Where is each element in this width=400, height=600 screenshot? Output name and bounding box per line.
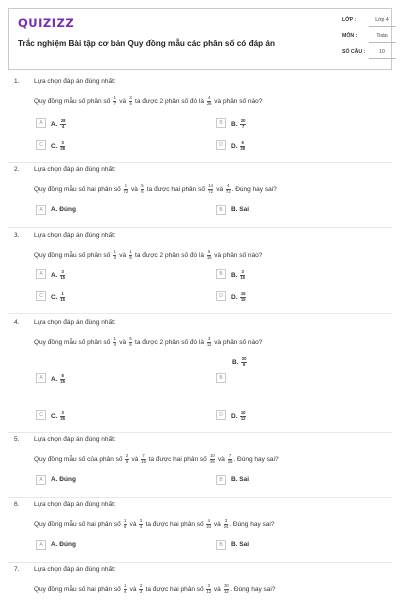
denominator: 4 bbox=[139, 523, 143, 529]
meta-grade bbox=[342, 15, 397, 27]
fraction bbox=[60, 411, 65, 421]
question-number: 4. bbox=[14, 319, 20, 326]
numerator: 7 bbox=[142, 453, 145, 458]
numerator: 3 bbox=[61, 269, 64, 274]
question-text-part: và bbox=[212, 585, 223, 593]
option-label bbox=[232, 357, 248, 367]
question-text bbox=[34, 96, 262, 106]
numerator: 5 bbox=[207, 249, 211, 254]
numerator: 3 bbox=[207, 583, 210, 588]
option-label bbox=[231, 141, 246, 151]
question-text-part: Quy đồng mẫu số phân số bbox=[34, 97, 113, 105]
denominator: 15 bbox=[206, 254, 212, 260]
fraction bbox=[240, 119, 246, 129]
worksheet-title: Trắc nghiệm Bài tập cơ bản Quy đồng mẫu các phân số có đáp án bbox=[18, 39, 275, 48]
meta-label: LỚP : bbox=[342, 17, 357, 23]
question-text bbox=[34, 454, 279, 464]
fraction bbox=[60, 270, 65, 280]
question-text-part: và phân số nào? bbox=[212, 97, 263, 105]
numerator: 1 bbox=[113, 249, 116, 254]
fraction bbox=[206, 584, 211, 594]
meta-value: Toán bbox=[376, 33, 388, 39]
fraction bbox=[224, 584, 230, 594]
fraction bbox=[129, 96, 132, 106]
fraction bbox=[240, 141, 245, 151]
option-checkbox[interactable]: B bbox=[216, 269, 226, 279]
numerator: 20 bbox=[241, 356, 247, 361]
option-label bbox=[231, 541, 249, 548]
fraction bbox=[60, 292, 65, 302]
numerator: 1 bbox=[124, 583, 127, 588]
option-letter: C. bbox=[51, 142, 60, 150]
numerator: 3 bbox=[241, 269, 244, 274]
denominator: 24 bbox=[223, 523, 229, 529]
fraction bbox=[141, 454, 146, 464]
option-label bbox=[51, 374, 66, 384]
question-instruction: Lựa chọn đáp án đúng nhất: bbox=[34, 319, 116, 326]
question-text-part: . Đúng hay sai? bbox=[229, 520, 275, 528]
numerator: 14 bbox=[208, 183, 213, 188]
denominator: 4 bbox=[61, 123, 65, 129]
numerator: 3 bbox=[139, 518, 143, 523]
meta-label: MÔN : bbox=[342, 33, 358, 39]
question-instruction: Lựa chọn đáp án đúng nhất: bbox=[34, 232, 116, 239]
option-label bbox=[231, 411, 247, 421]
option-checkbox[interactable]: C bbox=[36, 291, 46, 301]
option-label bbox=[51, 411, 66, 421]
question-number: 3. bbox=[14, 232, 20, 239]
option-label bbox=[231, 476, 249, 483]
fraction bbox=[113, 337, 116, 347]
option-checkbox[interactable]: A bbox=[36, 373, 46, 383]
option-checkbox[interactable]: B bbox=[216, 205, 226, 215]
denominator: 7 bbox=[113, 100, 116, 106]
numerator: 7 bbox=[228, 453, 232, 458]
question-text-part: Quy đồng mẫu số phân số bbox=[34, 338, 113, 346]
fraction bbox=[207, 250, 212, 260]
option-letter: D. bbox=[231, 293, 240, 301]
denominator: 24 bbox=[206, 523, 212, 529]
option-letter: A. Đúng bbox=[51, 541, 76, 548]
meta-subject bbox=[342, 31, 397, 43]
question-text bbox=[34, 584, 275, 594]
numerator: 1 bbox=[61, 291, 64, 296]
option-checkbox[interactable]: C bbox=[36, 410, 46, 420]
option-label bbox=[231, 206, 249, 213]
option-letter: A. Đúng bbox=[51, 476, 76, 483]
question-divider bbox=[8, 497, 392, 498]
fraction bbox=[60, 141, 65, 151]
denominator: 6 bbox=[242, 361, 246, 367]
question-text-part: ta được 2 phân số đó là bbox=[133, 338, 206, 346]
question-text-part: và bbox=[129, 185, 140, 193]
denominator: 72 bbox=[225, 188, 231, 194]
option-checkbox[interactable]: C bbox=[36, 140, 46, 150]
denominator: 3 bbox=[139, 588, 143, 594]
question-text-part: và bbox=[129, 455, 141, 463]
fraction bbox=[208, 184, 214, 194]
numerator: 3 bbox=[61, 410, 64, 415]
option-label bbox=[51, 292, 66, 302]
numerator: 3 bbox=[129, 95, 132, 100]
numerator: 15 bbox=[240, 291, 246, 296]
numerator: 3 bbox=[224, 518, 228, 523]
numerator: 20 bbox=[240, 118, 246, 123]
question-divider bbox=[8, 432, 392, 433]
option-label bbox=[231, 119, 247, 129]
fraction bbox=[113, 96, 116, 106]
option-letter: A. bbox=[51, 120, 60, 128]
question-instruction: Lựa chọn đáp án đúng nhất: bbox=[34, 78, 116, 85]
question-text-part: Quy đồng mẫu số hai phân số bbox=[34, 185, 123, 193]
option-letter: C. bbox=[51, 412, 60, 420]
question-text-part: và bbox=[214, 185, 225, 193]
numerator: 5 bbox=[129, 336, 132, 341]
denominator: 28 bbox=[206, 100, 212, 106]
fraction bbox=[129, 337, 132, 347]
question-text-part: và phân số nào? bbox=[212, 338, 263, 346]
option-checkbox[interactable]: A bbox=[36, 540, 46, 550]
fraction bbox=[125, 454, 128, 464]
fraction bbox=[124, 519, 127, 529]
denominator: 12 bbox=[206, 588, 212, 594]
meta-label: SỐ CÂU : bbox=[342, 49, 366, 55]
question-text bbox=[34, 519, 274, 529]
option-label bbox=[231, 270, 246, 280]
question-divider bbox=[8, 313, 392, 314]
option-letter: B. Sai bbox=[231, 476, 250, 483]
question-divider bbox=[8, 562, 392, 563]
question-text-part: Quy đồng mẫu số của phân số bbox=[34, 455, 125, 463]
option-checkbox[interactable]: B bbox=[216, 373, 226, 383]
denominator: 4 bbox=[124, 588, 127, 594]
denominator: 25 bbox=[60, 415, 65, 421]
numerator: 8 bbox=[61, 373, 64, 378]
fraction bbox=[129, 250, 132, 260]
question-number: 1. bbox=[14, 78, 20, 85]
fraction bbox=[240, 292, 246, 302]
numerator: 4 bbox=[207, 518, 210, 523]
question-text-part: và bbox=[117, 251, 128, 259]
option-label bbox=[51, 541, 76, 548]
option-letter: B. bbox=[231, 271, 240, 279]
option-label bbox=[51, 476, 76, 483]
option-letter: A. Đúng bbox=[51, 206, 76, 213]
denominator: 15 bbox=[60, 296, 65, 302]
denominator: 72 bbox=[123, 188, 129, 194]
option-label bbox=[231, 292, 247, 302]
option-label bbox=[51, 270, 66, 280]
option-letter: A. bbox=[51, 375, 60, 383]
denominator: 7 bbox=[241, 123, 245, 129]
question-number: 6. bbox=[14, 501, 20, 508]
numerator: 4 bbox=[207, 95, 211, 100]
denominator: 72 bbox=[208, 188, 213, 194]
option-checkbox[interactable]: A bbox=[36, 475, 46, 485]
question-divider bbox=[8, 162, 392, 163]
option-label bbox=[51, 206, 76, 213]
option-checkbox[interactable]: B bbox=[216, 540, 226, 550]
denominator: 25 bbox=[210, 458, 215, 464]
question-text-part: ta được hai phân số bbox=[145, 185, 207, 193]
question-instruction: Lựa chọn đáp án đúng nhất: bbox=[34, 501, 116, 508]
question-text-part: và bbox=[212, 520, 223, 528]
denominator: 6 bbox=[124, 523, 127, 529]
denominator: 4 bbox=[113, 341, 116, 347]
option-letter: B. bbox=[231, 120, 240, 128]
question-text-part: . Đúng hay sai? bbox=[230, 585, 276, 593]
option-checkbox[interactable]: A bbox=[36, 269, 46, 279]
numerator: 1 bbox=[124, 518, 127, 523]
denominator: 25 bbox=[60, 378, 65, 384]
option-checkbox[interactable]: D bbox=[216, 140, 226, 150]
fraction bbox=[60, 374, 65, 384]
option-letter: B. Sai bbox=[231, 206, 250, 213]
fraction bbox=[240, 411, 246, 421]
fraction bbox=[207, 96, 212, 106]
option-checkbox[interactable]: D bbox=[216, 410, 226, 420]
fraction bbox=[240, 270, 245, 280]
denominator: 28 bbox=[240, 145, 245, 151]
option-checkbox[interactable]: A bbox=[36, 118, 46, 128]
denominator: 12 bbox=[224, 588, 229, 594]
denominator: 12 bbox=[240, 415, 246, 421]
denominator: 15 bbox=[60, 274, 65, 280]
question-text bbox=[34, 250, 262, 260]
option-letter: B. bbox=[232, 358, 241, 366]
fraction bbox=[210, 454, 216, 464]
numerator: 10 bbox=[240, 410, 246, 415]
numerator: 1 bbox=[113, 95, 116, 100]
denominator: 6 bbox=[141, 188, 144, 194]
numerator: 4 bbox=[227, 183, 230, 188]
question-instruction: Lựa chọn đáp án đúng nhất: bbox=[34, 436, 116, 443]
denominator: 5 bbox=[125, 458, 129, 464]
denominator: 6 bbox=[129, 341, 132, 347]
fraction bbox=[113, 250, 116, 260]
question-text-part: ta được 2 phân số đó là bbox=[133, 251, 206, 259]
question-text-part: và phân số nào? bbox=[212, 251, 263, 259]
question-number: 7. bbox=[14, 566, 20, 573]
question-text-part: và bbox=[127, 585, 139, 593]
numerator: 3 bbox=[61, 140, 64, 145]
question-text-part: và bbox=[117, 338, 128, 346]
numerator: 1 bbox=[124, 183, 128, 188]
numerator: 28 bbox=[60, 118, 66, 123]
option-letter: C. bbox=[51, 293, 60, 301]
question-text bbox=[34, 337, 262, 347]
quizizz-logo: QUIZIZZ bbox=[18, 16, 75, 30]
fraction bbox=[139, 584, 142, 594]
question-text-part: và bbox=[117, 97, 128, 105]
fraction bbox=[124, 184, 129, 194]
numerator: 20 bbox=[224, 583, 229, 588]
question-number: 5. bbox=[14, 436, 20, 443]
numerator: 3 bbox=[207, 336, 211, 341]
numerator: 6 bbox=[241, 140, 244, 145]
question-text-part: ta được hai phân số bbox=[146, 455, 209, 463]
denominator: 4 bbox=[129, 100, 132, 106]
fraction bbox=[141, 184, 144, 194]
denominator: 12 bbox=[206, 341, 212, 347]
meta-value: 10 bbox=[379, 49, 385, 55]
question-number: 2. bbox=[14, 166, 20, 173]
option-checkbox[interactable]: D bbox=[216, 291, 226, 301]
fraction bbox=[207, 337, 212, 347]
option-checkbox[interactable]: B bbox=[216, 118, 226, 128]
question-text-part: Quy đồng mẫu số hai phân số bbox=[34, 585, 123, 593]
numerator: 2 bbox=[139, 583, 143, 588]
meta-value: Lớp 4 bbox=[375, 17, 389, 23]
denominator: 25 bbox=[227, 458, 233, 464]
question-text-part: . Đúng hay sai? bbox=[231, 185, 277, 193]
numerator: 1 bbox=[129, 249, 132, 254]
fraction bbox=[228, 454, 233, 464]
numerator: 10 bbox=[210, 453, 215, 458]
question-instruction: Lựa chọn đáp án đúng nhất: bbox=[34, 566, 116, 573]
question-text-part: ta được 2 phân số đó là bbox=[133, 97, 206, 105]
denominator: 5 bbox=[129, 254, 132, 260]
denominator: 3 bbox=[113, 254, 116, 260]
fraction bbox=[124, 584, 127, 594]
option-letter: A. bbox=[51, 271, 60, 279]
meta-underline bbox=[369, 42, 396, 43]
question-text-part: . Đúng hay sai? bbox=[233, 455, 279, 463]
option-checkbox[interactable]: B bbox=[216, 475, 226, 485]
question-text-part: và bbox=[127, 520, 139, 528]
worksheet-header bbox=[8, 8, 392, 70]
question-text-part: Quy đồng mẫu số hai phân số bbox=[34, 520, 123, 528]
question-text bbox=[34, 184, 277, 194]
question-instruction: Lựa chọn đáp án đúng nhất: bbox=[34, 166, 116, 173]
fraction bbox=[224, 519, 229, 529]
question-text-part: ta được hai phân số bbox=[143, 585, 206, 593]
fraction bbox=[60, 119, 66, 129]
fraction bbox=[226, 184, 231, 194]
numerator: 5 bbox=[141, 183, 144, 188]
meta-underline bbox=[369, 26, 396, 27]
numerator: 1 bbox=[113, 336, 116, 341]
question-text-part: Quy đồng mẫu số phân số bbox=[34, 251, 113, 259]
denominator: 15 bbox=[240, 274, 245, 280]
option-label bbox=[51, 119, 67, 129]
numerator: 2 bbox=[125, 453, 129, 458]
option-letter: D. bbox=[231, 412, 240, 420]
meta-underline bbox=[369, 58, 396, 59]
option-label bbox=[51, 141, 66, 151]
option-letter: B. Sai bbox=[231, 541, 250, 548]
fraction bbox=[241, 357, 247, 367]
question-divider bbox=[8, 227, 392, 228]
denominator: 28 bbox=[60, 145, 65, 151]
denominator: 15 bbox=[240, 296, 246, 302]
denominator: 15 bbox=[141, 458, 146, 464]
question-text-part: và bbox=[216, 455, 227, 463]
fraction bbox=[139, 519, 142, 529]
fraction bbox=[206, 519, 211, 529]
question-text-part: ta được hai phân số bbox=[143, 520, 206, 528]
option-checkbox[interactable]: A bbox=[36, 205, 46, 215]
option-letter: D. bbox=[231, 142, 240, 150]
meta-question-count bbox=[342, 47, 397, 59]
